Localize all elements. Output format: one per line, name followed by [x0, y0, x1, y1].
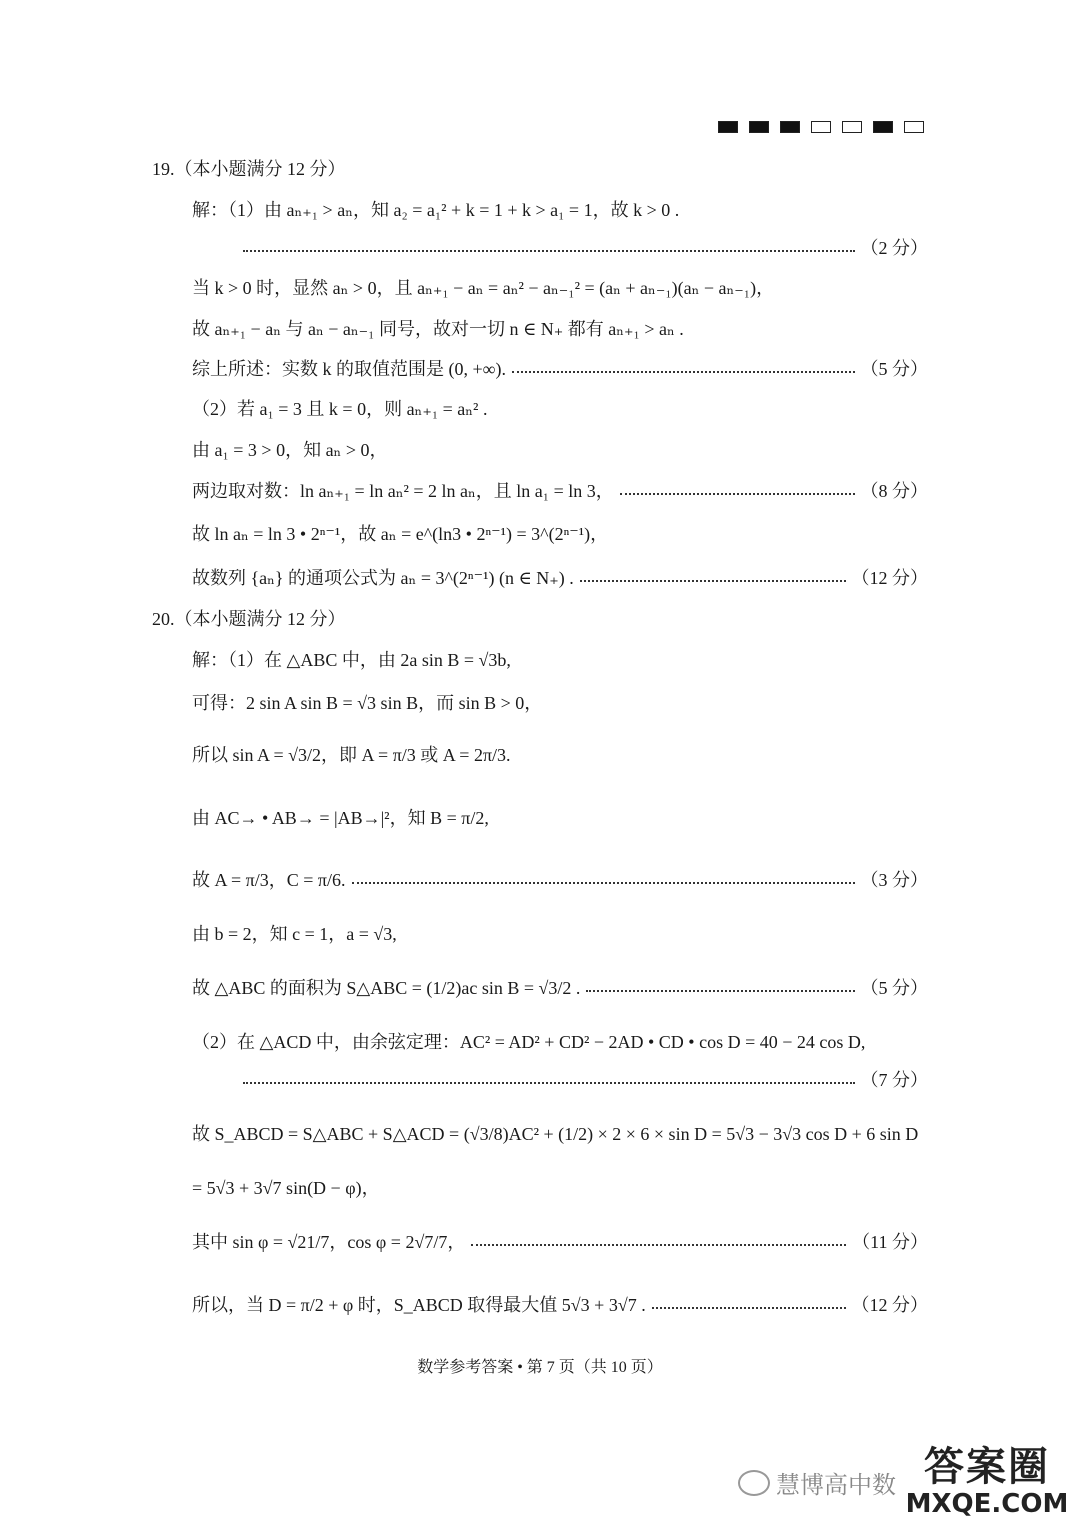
marker-square	[811, 121, 831, 133]
q19-heading: 19.（本小题满分 12 分）	[152, 159, 346, 179]
score: （12 分）	[851, 1295, 928, 1315]
q20-line: 解：（1）在 △ABC 中，由 2a sin B = √3b,	[192, 650, 511, 670]
q19-line: 故数列 {aₙ} 的通项公式为 aₙ = 3^(2ⁿ⁻¹) (n ∈ N₊) . （12 分）	[192, 564, 928, 590]
score: （12 分）	[851, 568, 928, 588]
wechat-icon	[738, 1470, 770, 1496]
q20-line: 所以，当 D = π/2 + φ 时，S_ABCD 取得最大值 5√3 + 3√7 . （12 分）	[192, 1291, 928, 1317]
site-logo-watermark: 答案圈 MXQE.COM	[905, 1444, 1069, 1519]
q19-line: 解：（1）由 aₙ₊₁ > aₙ，知 a₂ = a₁² + k = 1 + k > a₁ = 1，故 k > 0 .	[192, 200, 680, 220]
q20-line: 所以 sin A = √3/2，即 A = π/3 或 A = 2π/3.	[192, 745, 511, 765]
wechat-watermark: 慧博高中数	[738, 1465, 896, 1500]
q19-line: （2）若 a₁ = 3 且 k = 0，则 aₙ₊₁ = aₙ² .	[192, 399, 488, 419]
q19-line: 两边取对数：ln aₙ₊₁ = ln aₙ² = 2 ln aₙ，且 ln a₁ = ln 3， （8 分）	[192, 477, 928, 503]
q20-line: （2）在 △ACD 中，由余弦定理：AC² = AD² + CD² − 2AD • CD • cos D = 40 − 24 cos D,	[192, 1032, 866, 1052]
q20-line: 由 b = 2，知 c = 1，a = √3,	[192, 924, 397, 944]
q20-line: 故 A = π/3，C = π/6. （3 分）	[192, 866, 928, 892]
marker-square	[718, 121, 738, 133]
score: （3 分）	[860, 870, 928, 890]
q20-line: 其中 sin φ = √21/7，cos φ = 2√7/7， （11 分）	[192, 1228, 928, 1254]
score: （5 分）	[860, 978, 928, 998]
q20-score-line	[243, 1066, 928, 1092]
q19-line: 故 ln aₙ = ln 3 • 2ⁿ⁻¹，故 aₙ = e^(ln3 • 2ⁿ⁻¹) = 3^(2ⁿ⁻¹)，	[192, 524, 609, 544]
score: （5 分）	[860, 359, 928, 379]
q20-line: = 5√3 + 3√7 sin(D − φ)，	[192, 1178, 380, 1198]
page-marker-squares	[718, 121, 924, 133]
q20-line: 故 △ABC 的面积为 S△ABC = (1/2)ac sin B = √3/2 . （5 分）	[192, 974, 928, 1000]
q20-line: 可得：2 sin A sin B = √3 sin B，而 sin B > 0，	[192, 693, 543, 713]
q19-line: 综上所述：实数 k 的取值范围是 (0, +∞). （5 分）	[192, 355, 928, 381]
marker-square	[842, 121, 862, 133]
marker-square	[780, 121, 800, 133]
marker-square	[873, 121, 893, 133]
q19-line: 故 aₙ₊₁ − aₙ 与 aₙ − aₙ₋₁ 同号，故对一切 n ∈ N₊ 都有 aₙ₊₁ > aₙ .	[192, 319, 684, 339]
q20-heading: 20.（本小题满分 12 分）	[152, 609, 346, 629]
q19-line: 当 k > 0 时，显然 aₙ > 0，且 aₙ₊₁ − aₙ = aₙ² − aₙ₋₁² = (aₙ + aₙ₋₁)(aₙ − aₙ₋₁)，	[192, 278, 775, 298]
marker-square	[904, 121, 924, 133]
score: （2 分）	[860, 238, 928, 258]
marker-square	[749, 121, 769, 133]
page-footer: 数学参考答案 • 第 7 页（共 10 页）	[417, 1359, 663, 1376]
q19-line: 由 a₁ = 3 > 0，知 aₙ > 0，	[192, 440, 388, 460]
score: （11 分）	[852, 1232, 928, 1252]
q20-line: 故 S_ABCD = S△ABC + S△ACD = (√3/8)AC² + (1/2) × 2 × 6 × sin D = 5√3 − 3√3 cos D + 6 sin D	[192, 1124, 919, 1144]
q20-line: 由 AC→ • AB→ = |AB→|²，知 B = π/2,	[192, 808, 489, 828]
score: （7 分）	[860, 1070, 928, 1090]
q19-score-line	[243, 234, 928, 260]
score: （8 分）	[860, 481, 928, 501]
